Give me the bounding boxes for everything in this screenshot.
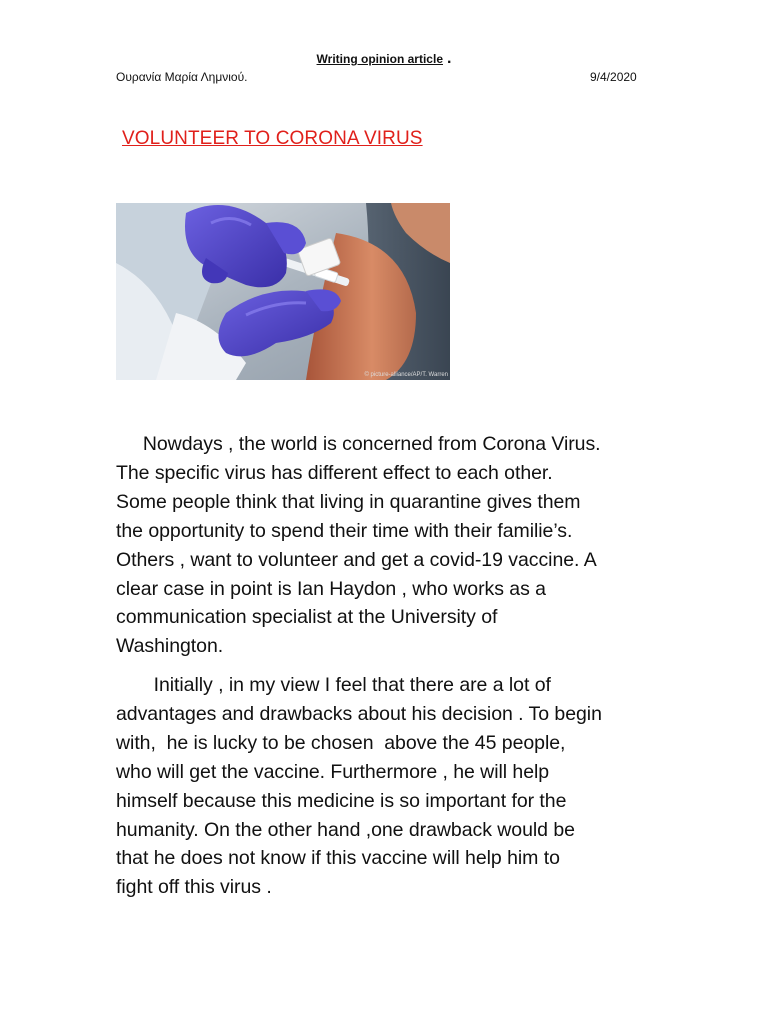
text-line: Others , want to volunteer and get a covid-19 vaccine. A [116,548,597,571]
page-header [0,50,768,68]
text-line: himself because this medicine is so important for the [116,789,567,812]
document-date: 9/4/2020 [590,70,637,84]
vaccination-photo [116,203,450,380]
text-line: clear case in point is Ian Haydon , who works as a [116,577,546,600]
photo-credit: © picture-alliance/AP/T. Warren [364,372,448,378]
header-title: Writing opinion article [316,52,443,66]
text-line: Some people think that living in quarantine gives them [116,490,581,513]
text-line: who will get the vaccine. Furthermore , he will help [116,760,550,783]
article-title: VOLUNTEER TO CORONA VIRUS [122,128,423,149]
text-line: Washington. [116,635,224,658]
paragraph-1 [116,430,656,661]
header-title-dot: . [447,50,452,67]
author-name: Ουρανία Μαρία Λημνιού. [116,70,248,84]
text-line: advantages and drawbacks about his decision . To begin [116,702,602,725]
text-line: humanity. On the other hand ,one drawback would be [116,818,575,841]
text-line: The specific virus has different effect to each other. [116,461,553,484]
text-line: Nowdays , the world is concerned from Corona Virus. [116,433,601,455]
text-line: fight off this virus . [116,876,272,899]
text-line: that he does not know if this vaccine will help him to [116,847,560,870]
text-line: the opportunity to spend their time with their familie’s. [116,519,573,542]
text-line: Initially , in my view I feel that there are a lot of [116,674,551,696]
paragraph-2 [116,671,656,902]
text-line: communication specialist at the University of [116,606,498,629]
text-line: with, he is lucky to be chosen above the 45 people, [116,731,566,754]
